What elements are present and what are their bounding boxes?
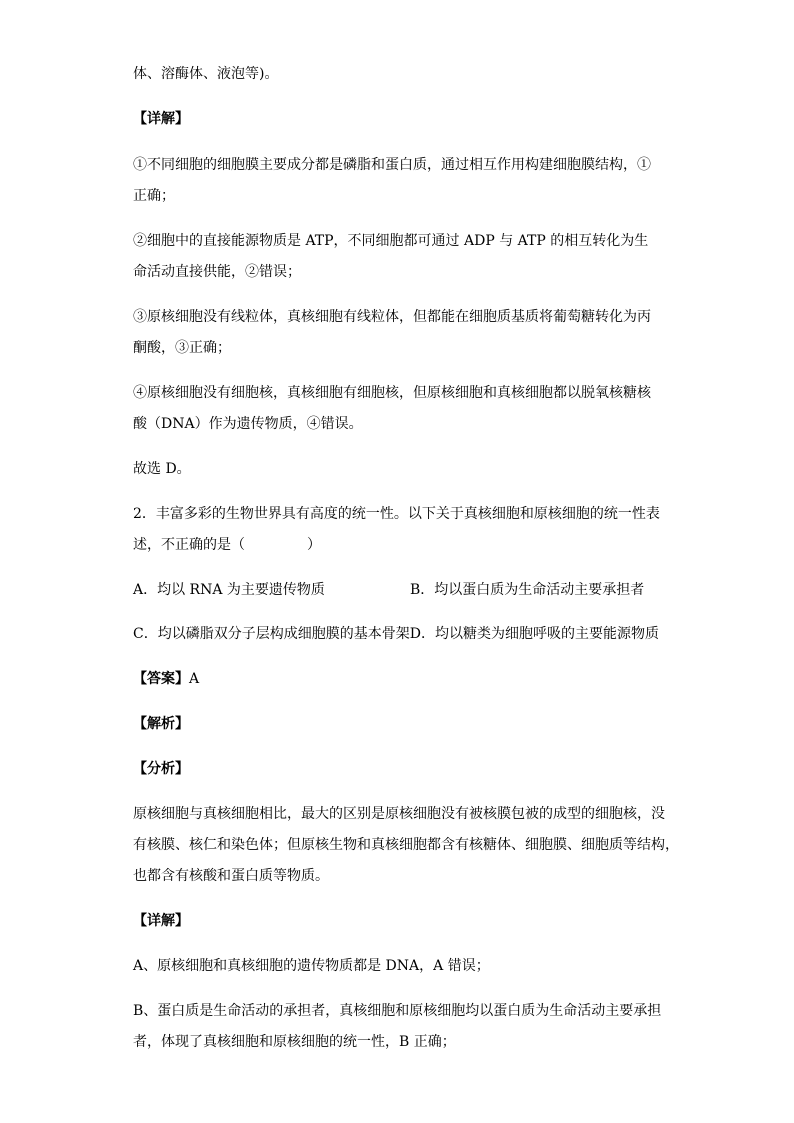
option-c: C．均以磷脂双分子层构成细胞膜的基本骨架 — [133, 626, 410, 642]
conclusion-text: 故选 D。 — [133, 461, 191, 477]
detail-a: A、原核细胞和真核细胞的遗传物质都是 DNA，A 错误； — [133, 958, 490, 974]
item1-line2: 正确； — [133, 188, 175, 204]
question2-stem-suffix: ） — [307, 537, 321, 553]
question2-stem-line2 — [133, 535, 321, 555]
question2-stem-prefix: 述，不正确的是（ — [133, 537, 245, 553]
detail-heading-2: 【详解】 — [133, 913, 189, 929]
option-a: A．均以 RNA 为主要遗传物质 — [133, 582, 325, 598]
option-d: D．均以糖类为细胞呼吸的主要能源物质 — [409, 626, 659, 642]
item2-line2: 命活动直接供能，②错误； — [133, 264, 301, 280]
detail-b-line2: 者，体现了真核细胞和原核细胞的统一性，B 正确； — [133, 1034, 456, 1050]
fenxi-line2: 有核膜、核仁和染色体；但原核生物和真核细胞都含有核糖体、细胞膜、细胞质等结构， — [133, 837, 679, 853]
answer-line — [133, 669, 199, 689]
question2-stem-line1: 2．丰富多彩的生物世界具有高度的统一性。以下关于真核细胞和原核细胞的统一性表 — [133, 506, 660, 522]
option-c-d-row — [133, 624, 659, 644]
analysis-heading: 【解析】 — [133, 716, 189, 732]
item2-line1: ②细胞中的直接能源物质是 ATP，不同细胞都可通过 ADP 与 ATP 的相互转化为生 — [133, 233, 649, 249]
fenxi-line3: 也都含有核酸和蛋白质等物质。 — [133, 868, 329, 884]
answer-label: 【答案】 — [133, 671, 189, 687]
answer-value: A — [189, 671, 200, 687]
item3-line2: 酮酸，③正确； — [133, 340, 231, 356]
detail-heading-1: 【详解】 — [133, 111, 189, 127]
item4-line2: 酸（DNA）作为遗传物质，④错误。 — [133, 416, 363, 432]
fenxi-heading: 【分析】 — [133, 761, 189, 777]
item1-line1: ①不同细胞的细胞膜主要成分都是磷脂和蛋白质，通过相互作用构建细胞膜结构，① — [133, 157, 651, 173]
item3-line1: ③原核细胞没有线粒体，真核细胞有线粒体，但都能在细胞质基质将葡萄糖转化为丙 — [133, 309, 651, 325]
option-b: B．均以蛋白质为生命活动主要承担者 — [410, 582, 645, 598]
fenxi-line1: 原核细胞与真核细胞相比，最大的区别是原核细胞没有被核膜包被的成型的细胞核，没 — [133, 806, 665, 822]
item4-line1: ④原核细胞没有细胞核，真核细胞有细胞核，但原核细胞和真核细胞都以脱氧核糖核 — [133, 385, 651, 401]
detail-b-line1: B、蛋白质是生命活动的承担者，真核细胞和原核细胞均以蛋白质为生命活动主要承担 — [133, 1003, 662, 1019]
intro-tail-text: 体、溶酶体、液泡等)。 — [133, 66, 279, 82]
